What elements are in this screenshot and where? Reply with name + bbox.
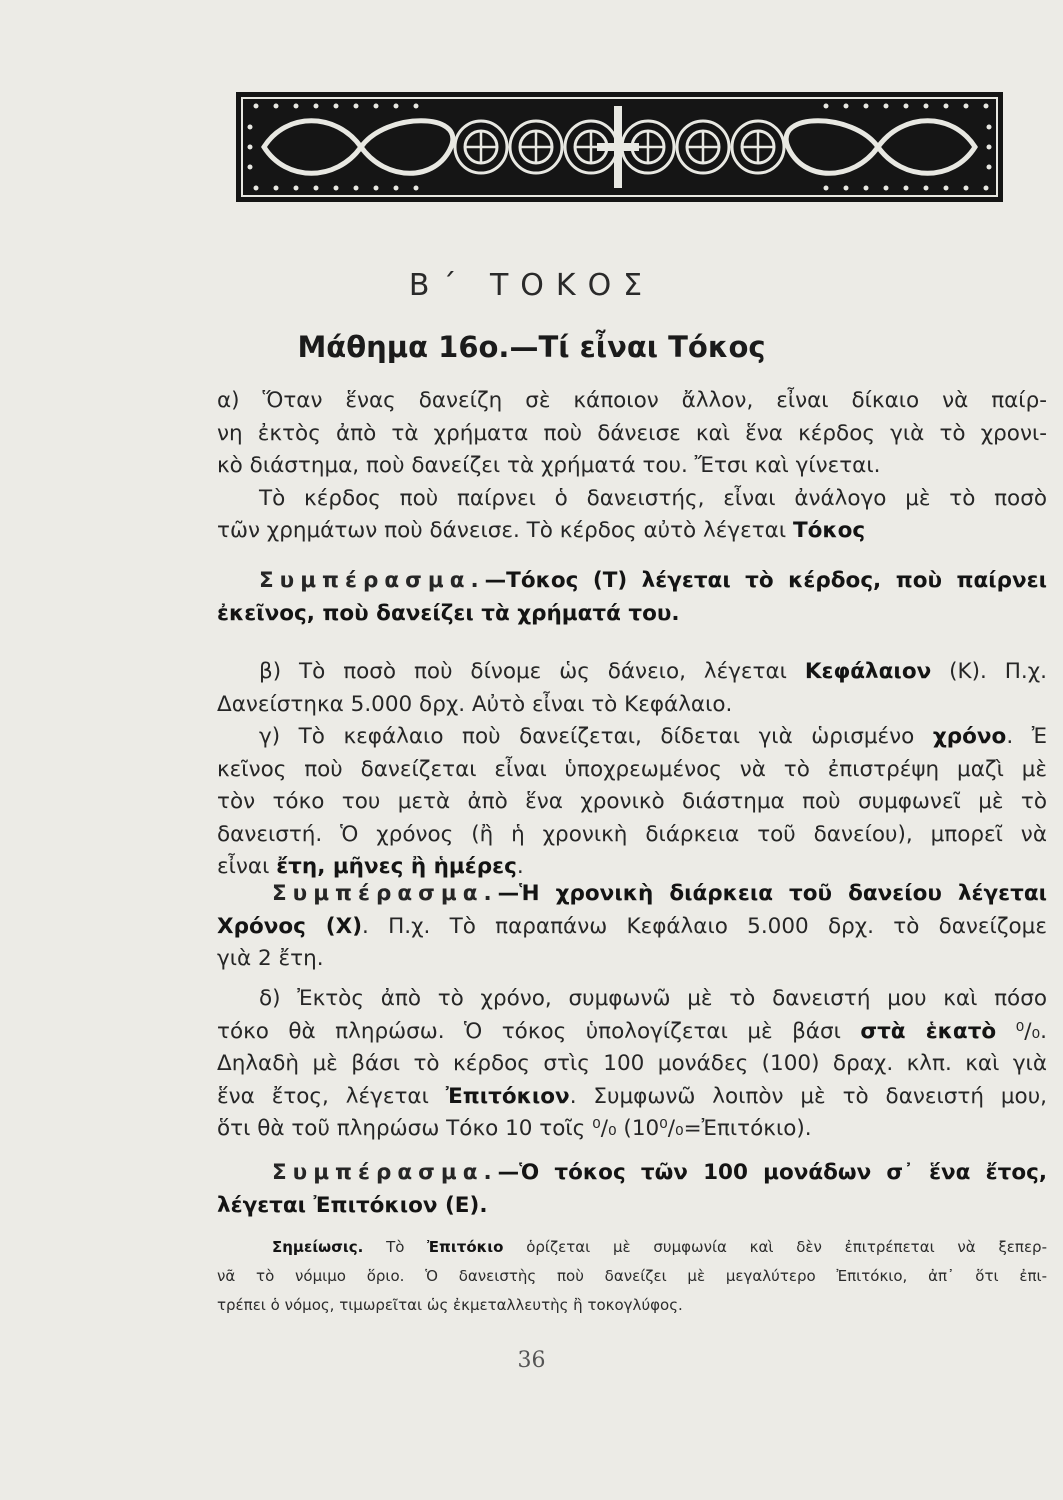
text-run: —Ἡ χρονικὴ διάρκεια τοῦ δανείου λέγεται (497, 881, 1047, 906)
text-run: ἕνα ἔτος, λέγεται (217, 1083, 446, 1109)
term-kefalaion: Κεφάλαιον (804, 659, 932, 684)
text-run: β) Τὸ ποσὸ ποὺ δίνομε ὡς δάνειο, λέγεται (259, 659, 805, 684)
text-line (217, 565, 1047, 598)
text-line: δ) Ἐκτὸς ἀπὸ τὸ χρόνο, συμφωνῶ μὲ τὸ δανειστή μου καὶ πόσο (259, 986, 1047, 1011)
text-run-bold: ἔτη, μῆνες ἢ ἡμέρες (276, 854, 517, 880)
text-line (217, 1233, 1047, 1262)
section-d-paragraph (217, 983, 1047, 1146)
text-line (217, 721, 1047, 754)
text-line (217, 656, 1047, 689)
text-run: τόκο θὰ πληρώσω. Ὁ τόκος ὑπολογίζεται μὲ βάσι (217, 1018, 861, 1044)
text-run: (Κ). Π.χ. (931, 659, 1047, 684)
term-tokos: Τόκος (792, 518, 866, 544)
text-line (217, 1016, 1047, 1049)
text-line: Τὸ κέρδος ποὺ παίρνει ὁ δανειστής, εἶναι ἀνάλογο μὲ τὸ ποσὸ (259, 485, 1047, 511)
text-line: Δηλαδὴ μὲ βάσι τὸ κέρδος στὶς 100 μονάδες (100) δραχ. κλπ. καὶ γιὰ (217, 1051, 1047, 1077)
text-line: κὸ διάστημα, ποὺ δανείζει τὰ χρήματά του. Ἔτσι καὶ γίνεται. (217, 453, 881, 479)
text-line (217, 515, 1047, 548)
section-a-paragraph (217, 385, 1047, 548)
conclusion-label: Συμπέρασμα. (272, 881, 498, 906)
chapter-heading: Β΄ ΤΟΚΟΣ (408, 268, 655, 303)
conclusion-label: Συμπέρασμα. (272, 1160, 498, 1185)
text-run: τῶν χρημάτων ποὺ δάνεισε. Τὸ κέρδος αὐτὸ λέγεται (217, 518, 793, 544)
text-run-bold: Ἐπιτόκιο (427, 1238, 504, 1256)
text-run: Τὸ (363, 1238, 428, 1256)
text-run: εἶναι (217, 854, 277, 880)
text-run: . Ἐ (1006, 724, 1047, 749)
text-line (217, 1081, 1047, 1114)
lesson-heading: Μάθημα 16ο.—Τί εἶναι Τόκος (297, 330, 766, 364)
text-line (217, 878, 1047, 911)
note-paragraph (217, 1233, 1047, 1320)
section-b-paragraph (217, 656, 1047, 721)
text-line: ὅτι θὰ τοῦ πληρώσω Τόκο 10 τοῖς ⁰/₀ (10⁰/₀=Ἐπιτόκιο). (217, 1116, 812, 1142)
text-line: α) Ὅταν ἕνας δανείζη σὲ κάποιον ἄλλον, εἶναι δίκαιο νὰ παίρ- (217, 388, 1047, 413)
text-run: γ) Τὸ κεφάλαιο ποὺ δανείζεται, δίδεται γιὰ ὡρισμένο (259, 724, 933, 749)
text-line: νᾶ τὸ νόμιμο ὅριο. Ὁ δανειστὴς ποὺ δανείζει μὲ μεγαλύτερο Ἐπιτόκιο, ἀπ᾽ ὅτι ἐπι- (217, 1267, 1047, 1285)
text-run: ὁρίζεται μὲ συμφωνία καὶ δὲν ἐπιτρέπεται νὰ ξεπερ- (503, 1238, 1047, 1256)
note-label: Σημείωσις. (272, 1238, 364, 1256)
text-line: νη ἐκτὸς ἀπὸ τὰ χρήματα ποὺ δάνεισε καὶ ἕνα κέρδος γιὰ τὸ χρονι- (217, 420, 1047, 446)
text-run: . Συμφωνῶ λοιπὸν μὲ τὸ δανειστή μου, (569, 1083, 1047, 1109)
text-line: κεῖνος ποὺ δανείζεται εἶναι ὑποχρεωμένος νὰ τὸ ἐπιστρέψη μαζὶ μὲ (217, 756, 1047, 782)
text-run: —Τόκος (Τ) λέγεται τὸ κέρδος, ποὺ παίρνει (484, 568, 1047, 593)
text-line: γιὰ 2 ἔτη. (217, 946, 324, 972)
text-run: . (516, 854, 524, 880)
text-run: ⁰/₀. (996, 1018, 1047, 1044)
text-run: . Π.χ. Τὸ παραπάνω Κεφάλαιο 5.000 δρχ. τὸ δανείζομε (362, 913, 1047, 939)
text-line: λέγεται Ἐπιτόκιον (Ε). (217, 1192, 488, 1218)
text-run: —Ὁ τόκος τῶν 100 μονάδων σ᾽ ἕνα ἔτος, (497, 1160, 1047, 1185)
page-number: 36 (517, 1348, 546, 1373)
term-xronos: χρόνο (932, 724, 1007, 749)
term-xronos-x: Χρόνος (Χ) (217, 913, 363, 939)
text-line: τὸν τόκο του μετὰ ἀπὸ ἕνα χρονικὸ διάστημα ποὺ συμφωνεῖ μὲ τὸ (217, 789, 1047, 815)
conclusion-label: Συμπέρασμα. (259, 568, 485, 593)
text-line: ἐκεῖνος, ποὺ δανείζει τὰ χρήματά του. (217, 600, 680, 626)
section-c-paragraph (217, 721, 1047, 884)
text-line (217, 911, 1047, 944)
conclusion-1 (217, 565, 1047, 630)
text-line: Δανείστηκα 5.000 δρχ. Αὐτὸ εἶναι τὸ Κεφάλαιο. (217, 691, 733, 717)
text-line (217, 1157, 1047, 1190)
text-line: τρέπει ὁ νόμος, τιμωρεῖται ὡς ἐκμεταλλευτὴς ἢ τοκογλύφος. (217, 1296, 683, 1314)
text-line: δανειστή. Ὁ χρόνος (ἢ ἡ χρονικὴ διάρκεια τοῦ δανείου), μπορεῖ νὰ (217, 821, 1047, 847)
conclusion-3 (217, 1157, 1047, 1222)
text-run-bold: στὰ ἑκατὸ (860, 1018, 997, 1044)
term-epitokion: Ἐπιτόκιον (445, 1083, 570, 1109)
conclusion-2 (217, 878, 1047, 976)
decorative-header-ornament (236, 92, 1003, 202)
